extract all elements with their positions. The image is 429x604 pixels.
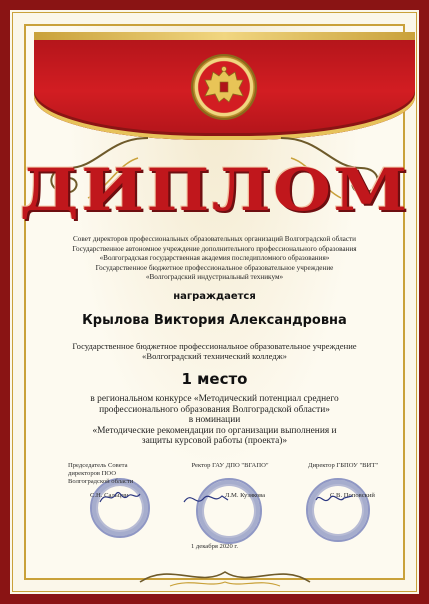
double-headed-eagle-icon (193, 56, 255, 118)
organizer-line: Государственное бюджетное профессиональное образовательное учреждение (95, 263, 334, 272)
organizer-line: «Волгоградский индустриальный техникум» (145, 273, 284, 282)
awarded-label: награждается (173, 291, 256, 302)
contest-line: в номинации (188, 415, 241, 426)
coat-of-arms-emblem (193, 56, 255, 118)
signatory-title-line: Директор ГБПОУ "ВИТ" (308, 462, 379, 469)
signatory-title-line: Ректор ГАУ ДПО "ВГАПО" (191, 462, 269, 469)
handwritten-signature (182, 490, 230, 508)
signatory-name: С.В. Поповский (330, 492, 375, 499)
issue-date: 1 декабря 2020 г. (190, 543, 239, 550)
contest-line: профессионального образования Волгоградской области» (99, 404, 330, 415)
organizer-line: Государственное автономное учреждение дополнительного профессионального образования (72, 244, 357, 253)
organizer-line: Совет директоров профессиональных образовательных организаций Волгоградской области (72, 235, 357, 243)
organizer-line: «Волгоградская государственная академия последипломного образования» (99, 254, 330, 263)
contest-line: защиты курсовой работы (проекта)» (141, 436, 288, 447)
contest-line: в региональном конкурсе «Методический потенциал среднего (90, 394, 339, 404)
signatory-title-line: директоров ПОО (68, 470, 116, 477)
contest-description (80, 394, 349, 447)
diploma-title: ДИПЛОМ (19, 156, 410, 224)
award-place: 1 место (181, 370, 248, 388)
recipient-name: Крылова Виктория Александровна (82, 313, 347, 328)
signatory-title-line: Волгоградской области (68, 478, 134, 485)
gold-top-strip (34, 32, 415, 40)
institution-line: Государственное бюджетное профессиональное образовательное учреждение (72, 341, 357, 351)
signatory-title-line: Председатель Совета (68, 462, 128, 469)
institution-line: «Волгоградский технический колледж» (142, 351, 287, 361)
signatory-name: Л.М. Кузякова (224, 492, 266, 499)
contest-line: «Методические рекомендации по организации выполнения и (92, 425, 337, 436)
organizers-block (70, 235, 359, 283)
bottom-scroll-ornament (130, 558, 320, 592)
handwritten-signature (314, 490, 354, 508)
handwritten-signature (98, 488, 142, 506)
signatory-name: С.Н. Сальцин (90, 492, 129, 499)
recipient-institution (50, 341, 379, 361)
